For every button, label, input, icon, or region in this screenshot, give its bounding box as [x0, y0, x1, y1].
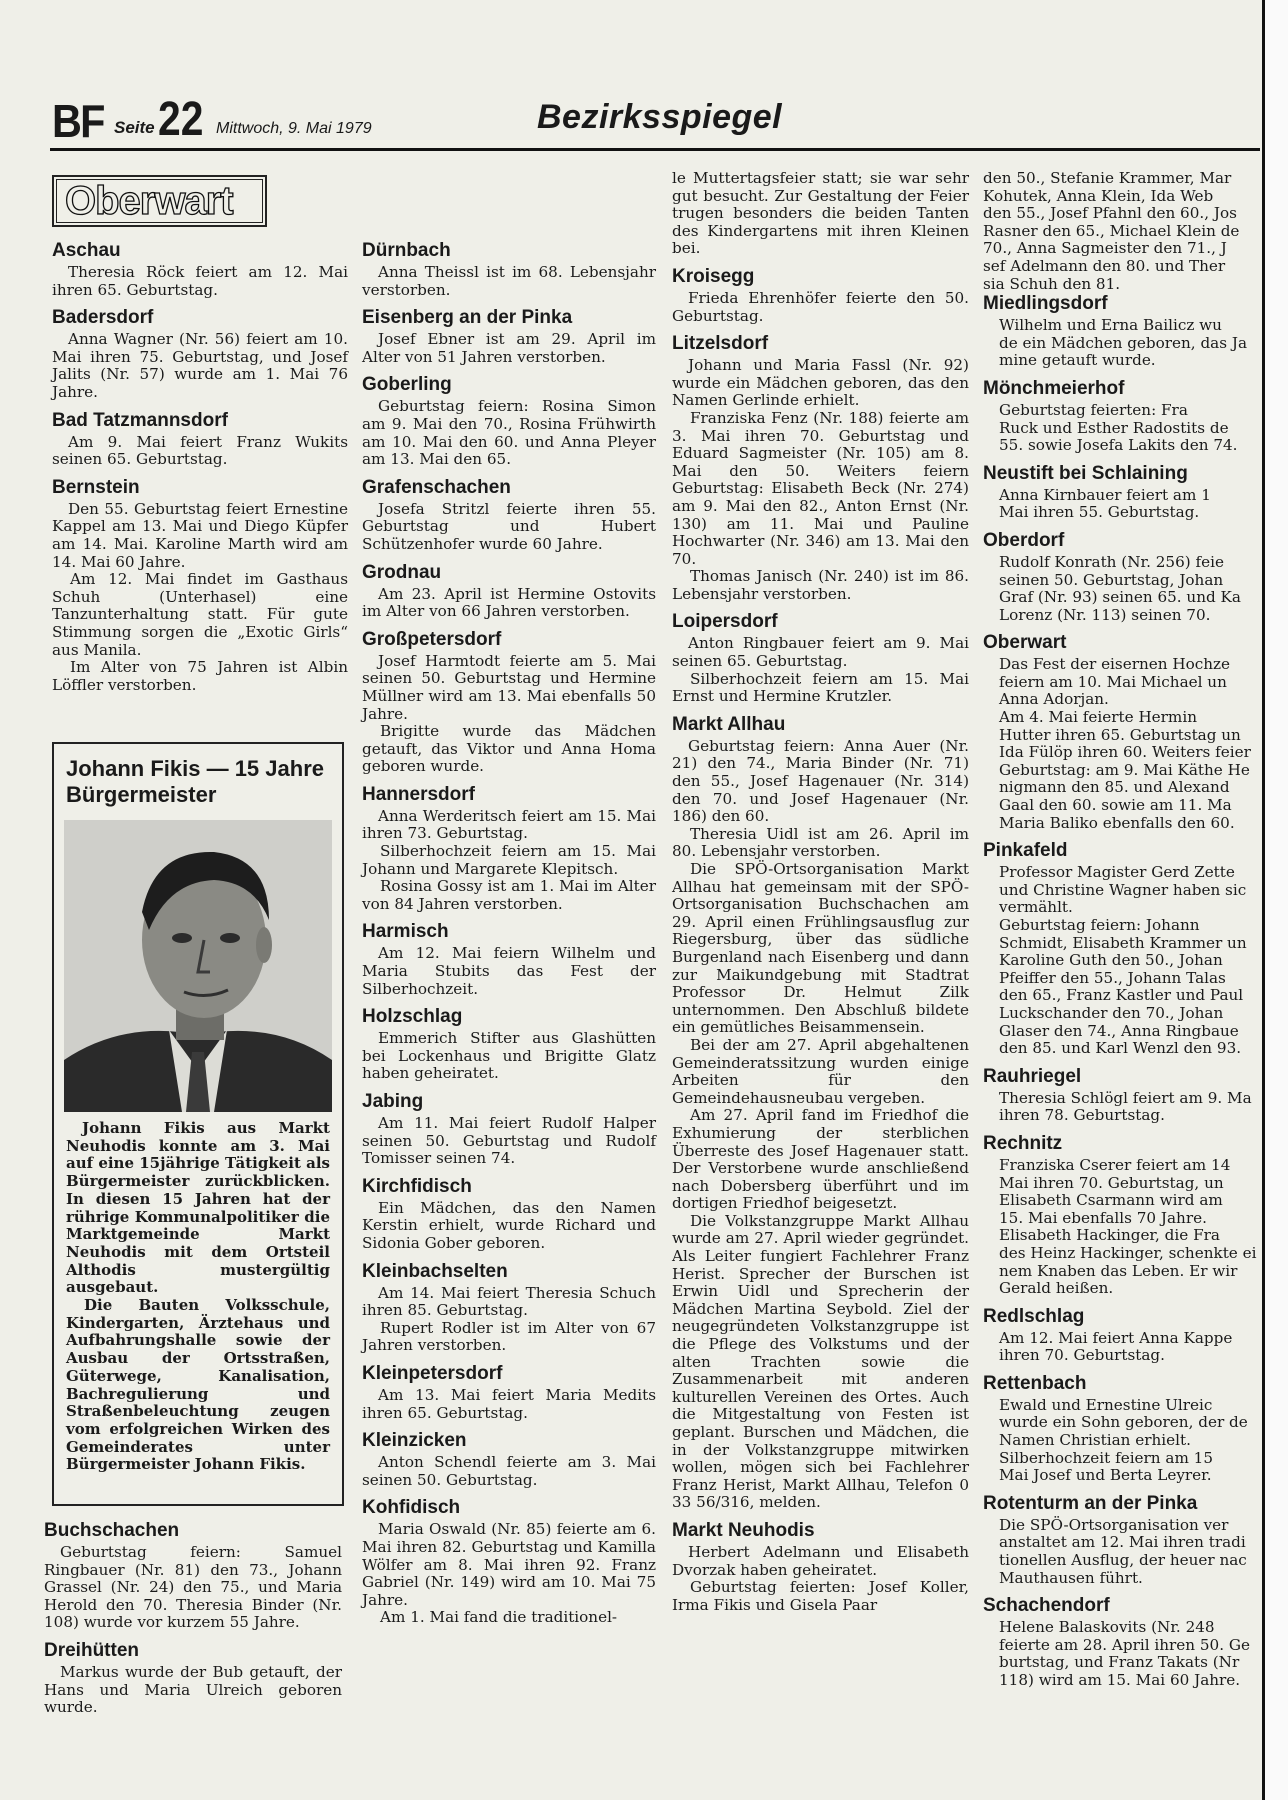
news-entry: [672, 333, 969, 603]
place-heading: Grafenschachen: [362, 476, 511, 498]
entry-text: [52, 501, 348, 695]
entry-line: Graf (Nr. 93) seinen 65. und Ka: [999, 588, 1241, 607]
entry-text: [983, 1397, 1263, 1485]
place-heading: Dreihütten: [44, 1639, 139, 1661]
entry-line: Am 4. Mai feierte Hermin: [999, 708, 1197, 727]
entry-text: [362, 264, 656, 299]
news-entry: [983, 530, 1263, 624]
entry-paragraph: Geburtstag feierten: Josef Koller, Irma Fikis und Gisela Paar: [672, 1578, 969, 1614]
place-heading: Buchschachen: [44, 1520, 180, 1541]
entry-paragraph: Josef Ebner ist am 29. April im Alter von 51 Jahren verstorben.: [362, 330, 656, 366]
place-heading: Miedlingsdorf: [983, 293, 1108, 315]
news-entry: [52, 410, 348, 469]
entry-paragraph: Ein Mädchen, das den Namen Kerstin erhielt, wurde Richard und Sidonia Gober geboren.: [362, 1198, 656, 1252]
place-heading: Pinkafeld: [983, 840, 1068, 862]
column-1: [52, 240, 348, 702]
entry-line: Geburtstag feiern: Johann: [999, 916, 1200, 934]
entry-line: Wilhelm und Erna Bailicz wu: [999, 316, 1222, 335]
news-entry: [362, 1006, 656, 1083]
entry-text: [362, 1521, 656, 1627]
column-3: [672, 170, 969, 1622]
entry-line: Das Fest der eisernen Hochze: [999, 655, 1231, 674]
entry-paragraph: Im Alter von 75 Jahren ist Albin Löffler verstorben.: [52, 658, 348, 694]
entry-text: [362, 1200, 656, 1253]
mayor-feature-box: [52, 742, 344, 1506]
entry-line: ihren 78. Geburtstag.: [999, 1106, 1165, 1125]
entry-line: sia Schuh den 81.: [983, 274, 1121, 293]
entry-paragraph: Johann und Maria Fassl (Nr. 92) wurde ein Mädchen geboren, das den Namen Gerlinde erhielt.: [672, 356, 969, 410]
news-entry: [52, 477, 348, 695]
news-entry: [672, 266, 969, 325]
entry-line: wurde ein Sohn geboren, der de: [999, 1413, 1248, 1432]
entry-text: [672, 290, 969, 325]
entry-line: und Christine Wagner haben sic: [999, 880, 1247, 899]
entry-text: [52, 331, 348, 401]
place-heading: Holzschlag: [362, 1006, 463, 1028]
entry-line: tionellen Ausflug, der heuer nac: [999, 1551, 1247, 1570]
entry-paragraph: Rupert Rodler ist im Alter von 67 Jahren verstorben.: [362, 1318, 656, 1355]
entry-paragraph: Anna Theissl ist im 68. Lebensjahr verstorben.: [362, 263, 656, 299]
place-heading: Neustift bei Schlaining: [983, 462, 1188, 484]
news-entry: [983, 1066, 1263, 1125]
news-entry: [983, 840, 1263, 1058]
column-1-bottom: [44, 1520, 342, 1725]
entry-paragraph: Anna Werderitsch feiert am 15. Mai ihren 73. Geburtstag.: [362, 806, 656, 843]
entry-paragraph: Markus wurde der Bub getauft, der Hans und Maria Ulreich geboren wurde.: [44, 1662, 342, 1717]
place-heading: Kleinzicken: [362, 1430, 467, 1452]
entry-line: feierte am 28. April ihren 50. Ge: [999, 1635, 1250, 1654]
feature-text: [66, 1120, 330, 1474]
entry-line: Namen Christian erhielt.: [999, 1431, 1191, 1450]
place-heading: Kirchfidisch: [362, 1175, 472, 1197]
issue-date: Mittwoch, 9. Mai 1979: [216, 120, 372, 137]
news-entry: [983, 1133, 1263, 1298]
news-entry: [983, 1306, 1263, 1365]
entry-line: Helene Balaskovits (Nr. 248: [999, 1618, 1215, 1637]
entry-line: 55. sowie Josefa Lakits den 74.: [999, 436, 1238, 455]
entry-paragraph: Josefa Stritzl feierte ihren 55. Geburtstag und Hubert Schützenhofer wurde 60 Jahre.: [362, 499, 656, 553]
entry-text: [362, 331, 656, 366]
entry-line: Luckschander den 70., Johan: [999, 1003, 1224, 1022]
news-entry: [362, 477, 656, 554]
entry-paragraph: Anna Wagner (Nr. 56) feiert am 10. Mai ihren 75. Geburtstag, und Josef Jalits (Nr. 57) wurde am 1. Mai 76 Jahre.: [52, 330, 348, 401]
entry-paragraph: Den 55. Geburtstag feiert Ernestine Kappel am 13. Mai und Diego Küpfer am 14. Mai. Karoline Marth wird am 14. Mai 60 Jahre.: [52, 499, 348, 571]
entry-line: Ewald und Ernestine Ulreic: [999, 1395, 1213, 1414]
place-heading: Harmisch: [362, 921, 449, 943]
entry-text: [52, 434, 348, 469]
page-edge: [1262, 0, 1288, 1800]
continued-text: le Muttertagsfeier statt; sie war sehr gut besucht. Zur Gestaltung der Feier trugen besonders die beiden Tanten des Kindergartens mit ihren Kleinen bei.: [672, 169, 969, 258]
entry-line: sef Adelmann den 80. und Ther: [983, 256, 1226, 275]
place-heading: Großpetersdorf: [362, 628, 502, 650]
place-heading: Litzelsdorf: [672, 333, 769, 355]
entry-text: [362, 398, 656, 468]
entry-text: [983, 1330, 1263, 1365]
entry-paragraph: Geburtstag feiern: Rosina Simon am 9. Mai den 70., Rosina Frühwirth am 10. Mai den 60. und Anna Pleyer am 13. Mai den 65.: [362, 397, 656, 469]
place-heading: Mönchmeierhof: [983, 377, 1125, 399]
entry-paragraph: Thomas Janisch (Nr. 240) ist im 86. Lebensjahr verstorben.: [672, 567, 969, 603]
entry-paragraph: Josef Harmtodt feierte am 5. Mai seinen 50. Geburtstag und Hermine Müllner wird am 13. Mai ebenfalls 50 Jahre.: [362, 651, 656, 723]
entry-line: nigmann den 85. und Alexand: [999, 778, 1230, 797]
news-entry: [44, 1520, 342, 1632]
entry-line: mine getauft wurde.: [999, 351, 1156, 370]
entry-line: Lorenz (Nr. 113) seinen 70.: [999, 605, 1211, 624]
entry-text: [362, 808, 656, 914]
entry-line: Mai ihren 70. Geburtstag, un: [999, 1173, 1224, 1192]
entry-text: [362, 1387, 656, 1422]
news-entry: [362, 1363, 656, 1422]
news-entry: [672, 1520, 969, 1614]
entry-paragraph: Bei der am 27. April abgehaltenen Gemeinderatssitzung wurden einige Arbeiten für den Gemeindehausneubau vergeben.: [672, 1035, 969, 1107]
entry-paragraph: Rosina Gossy ist am 1. Mai im Alter von 84 Jahren verstorben.: [362, 877, 656, 913]
entry-line: Franziska Cserer feiert am 14: [999, 1155, 1231, 1174]
place-heading: Aschau: [52, 240, 121, 261]
entry-line: burtstag, und Franz Takats (Nr: [999, 1653, 1240, 1672]
portrait-photo: [64, 820, 332, 1112]
entry-line: Hutter ihren 65. Geburtstag un: [999, 725, 1241, 744]
entry-paragraph: Am 11. Mai feiert Rudolf Halper seinen 50. Geburtstag und Rudolf Tomisser seinen 74.: [362, 1114, 656, 1168]
entry-line: Mai ihren 55. Geburtstag.: [999, 503, 1200, 522]
entry-line: Elisabeth Csarmann wird am: [999, 1191, 1223, 1210]
entry-text: [983, 487, 1263, 522]
entry-line: Rudolf Konrath (Nr. 256) feie: [999, 552, 1224, 571]
entry-text: [52, 264, 348, 299]
entry-line: Silberhochzeit feiern am 15: [999, 1448, 1214, 1467]
entry-text: [983, 1619, 1263, 1689]
region-title: Oberwart: [56, 179, 263, 223]
place-heading: Schachendorf: [983, 1595, 1110, 1617]
entry-line: Theresia Schlögl feiert am 9. Ma: [999, 1088, 1252, 1107]
entry-line: Ruck und Esther Radostits de: [999, 418, 1229, 437]
entry-line: Elisabeth Hackinger, die Fra: [999, 1226, 1220, 1245]
place-heading: Kleinbachselten: [362, 1260, 508, 1282]
place-heading: Jabing: [362, 1091, 424, 1112]
place-heading: Rotenturm an der Pinka: [983, 1492, 1198, 1514]
entry-text: [672, 635, 969, 705]
entry-line: Professor Magister Gerd Zette: [999, 863, 1235, 882]
feature-paragraph: Die Bauten Volksschule, Kindergarten, Ärztehaus und Aufbahrungshalle sowie der Ausbau der Ortsstraßen, Güterwege, Kanalisation, Bachregulierung und Straßenbeleuchtung zeugen vom erfolgreichen Wirken des Gemeinderates unter Bürgermeister Johann Fikis.: [66, 1296, 330, 1474]
news-entry: [362, 1261, 656, 1355]
entry-paragraph: Am 1. Mai fand die traditionel-: [380, 1608, 618, 1627]
entry-line: feiern am 10. Mai Michael un: [999, 672, 1227, 691]
place-heading: Bernstein: [52, 476, 140, 498]
news-entry: [983, 293, 1263, 370]
news-entry: [362, 240, 656, 299]
entry-paragraph: Maria Oswald (Nr. 85) feierte am 6. Mai ihren 82. Geburtstag und Kamilla Wölfer am 8. Mai ihren 92. Franz Gabriel (Nr. 149) wird am 10. Mai 75 Jahre.: [362, 1520, 656, 1609]
entry-paragraph: Brigitte wurde das Mädchen getauft, das Viktor und Anna Homa geboren wurde.: [362, 722, 656, 776]
place-heading: Rauhriegel: [983, 1065, 1082, 1087]
news-entry: [983, 463, 1263, 522]
news-entry: [362, 1430, 656, 1489]
entry-line: Geburtstag feierten: Fra: [999, 400, 1188, 419]
news-entry: [52, 307, 348, 401]
entry-line: Gaal den 60. sowie am 11. Ma: [999, 796, 1232, 815]
entry-text: [983, 1090, 1263, 1125]
entry-paragraph: Am 27. April fand im Friedhof die Exhumierung der sterblichen Überreste des Josef Hagenauer statt. Der Verstorbene wurde anschließend nach Dobersberg überführt und im dortigen Friedhof beigesetzt.: [672, 1106, 969, 1213]
news-entry: [983, 632, 1263, 832]
entry-line: 15. Mai ebenfalls 70 Jahre.: [999, 1208, 1207, 1227]
place-heading: Eisenberg an der Pinka: [362, 307, 573, 329]
news-entry: [983, 1493, 1263, 1587]
entry-paragraph: Geburtstag feiern: Anna Auer (Nr. 21) den 74., Maria Binder (Nr. 71) den 55., Josef Hagenauer (Nr. 314) den 70. und Josef Hagenauer (Nr. 186) den 60.: [672, 736, 969, 826]
entry-line: seinen 50. Geburtstag, Johan: [999, 570, 1224, 589]
entry-line: Maria Baliko ebenfalls den 60.: [999, 813, 1235, 832]
entry-text: [362, 1115, 656, 1168]
news-entry: [362, 921, 656, 998]
entry-line: anstaltet am 12. Mai ihren tradi: [999, 1533, 1246, 1552]
news-entry: [362, 1497, 656, 1627]
region-heading: [52, 175, 267, 227]
place-heading: Rettenbach: [983, 1372, 1087, 1394]
place-heading: Redlschlag: [983, 1305, 1085, 1327]
column-4: [983, 170, 1263, 1698]
entry-paragraph: Anton Ringbauer feiert am 9. Mai seinen 65. Geburtstag.: [672, 634, 969, 671]
entry-line: Geburtstag: am 9. Mai Käthe He: [999, 760, 1250, 779]
feature-paragraph: Johann Fikis aus Markt Neuhodis konnte am 3. Mai auf eine 15jährige Tätigkeit als Bürgermeister zurückblicken. In diesen 15 Jahren hat der rührige Kommunalpolitiker die Marktgemeinde Markt Neuhodis mit dem Ortsteil Althodis mustergültig ausgebaut.: [66, 1119, 330, 1297]
place-heading: Dürnbach: [362, 240, 451, 261]
entry-paragraph: Am 23. April ist Hermine Ostovits im Alter von 66 Jahren verstorben.: [362, 584, 656, 621]
entry-line: Kohutek, Anna Klein, Ida Web: [983, 186, 1214, 205]
entry-paragraph: Theresia Uidl ist am 26. April im 80. Lebensjahr verstorben.: [672, 824, 969, 861]
entry-text: [362, 1030, 656, 1083]
entry-line: Mauthausen führt.: [999, 1568, 1143, 1587]
place-heading: Kroisegg: [672, 265, 755, 287]
entry-text: [362, 653, 656, 776]
entry-line: Ida Fülöp ihren 60. Weiters feier: [999, 743, 1251, 762]
feature-headline: Johann Fikis — 15 Jahre Bürgermeister: [66, 756, 324, 807]
entry-paragraph: Silberhochzeit feiern am 15. Mai Johann und Margarete Klepitsch.: [362, 842, 656, 878]
entry-line: Karoline Guth den 50., Johan: [999, 951, 1223, 970]
entry-text: [362, 945, 656, 998]
entry-paragraph: Geburtstag feiern: Samuel Ringbauer (Nr. 81) den 73., Johann Grassel (Nr. 24) den 75., und Maria Herold den 70. Theresia Binder (Nr. 108) wurde vor kurzem 55 Jahre.: [44, 1543, 342, 1632]
place-heading: Kleinpetersdorf: [362, 1362, 503, 1384]
entry-paragraph: Am 9. Mai feiert Franz Wukits seinen 65. Geburtstag.: [52, 432, 348, 469]
place-heading: Badersdorf: [52, 307, 154, 329]
news-entry: [672, 611, 969, 705]
entry-line: de ein Mädchen geboren, das Ja: [999, 333, 1248, 352]
place-heading: Hannersdorf: [362, 783, 475, 805]
place-heading: Loipersdorf: [672, 611, 778, 633]
entry-text: [672, 357, 969, 603]
news-entry: [362, 1176, 656, 1253]
entry-line: nem Knaben das Leben. Er wir: [999, 1261, 1238, 1280]
entry-line: Pfeiffer den 55., Johann Talas: [999, 968, 1226, 987]
page-header: [50, 90, 1260, 151]
place-heading: Bad Tatzmannsdorf: [52, 409, 228, 431]
entry-text: [983, 1157, 1263, 1298]
entry-paragraph: Am 13. Mai feiert Maria Medits ihren 65. Geburtstag.: [362, 1385, 656, 1422]
entry-line: Glaser den 74., Anna Ringbaue: [999, 1021, 1239, 1040]
news-entry: [362, 629, 656, 776]
place-heading: Oberwart: [983, 632, 1067, 654]
place-heading: Grodnau: [362, 561, 442, 583]
entry-line: des Heinz Hackinger, schenkte ei: [999, 1243, 1257, 1262]
entry-line: 70., Anna Sagmeister den 71., J: [983, 239, 1227, 258]
entry-line: Schmidt, Elisabeth Krammer un: [999, 933, 1247, 952]
entry-text: [983, 402, 1263, 455]
place-heading: Goberling: [362, 374, 452, 396]
entry-text: [44, 1544, 342, 1632]
news-entry: [983, 1373, 1263, 1485]
entry-line: den 50., Stefanie Krammer, Mar: [983, 170, 1232, 187]
news-entry: [362, 784, 656, 914]
entry-line: Die SPÖ-Ortsorganisation ver: [999, 1515, 1229, 1534]
place-heading: Markt Allhau: [672, 713, 786, 735]
portrait-illustration: [64, 820, 332, 1112]
entry-paragraph: Die SPÖ-Ortsorganisation Markt Allhau hat gemeinsam mit der SPÖ-Ortsorganisation Buchschachen am 29. April einen Frühlingsausflug zur Riegersburg, über das südliche Burgenland nach Eisenberg und dann zur Maikundgebung mit Stadtrat Professor Dr. Helmut Zilk unternommen. Den Abschluß bildete ein gemütliches Beisammensein.: [672, 860, 969, 1037]
entry-paragraph: Frieda Ehrenhöfer feierte den 50. Geburtstag.: [672, 288, 969, 325]
entry-text: [983, 656, 1263, 832]
newspaper-logo: BF: [52, 95, 104, 147]
news-entry: [362, 1091, 656, 1168]
entry-text: [362, 1285, 656, 1355]
place-heading: Rechnitz: [983, 1132, 1063, 1154]
entry-line: den 85. und Karl Wenzl den 93.: [999, 1039, 1242, 1058]
entry-paragraph: Am 12. Mai feiern Wilhelm und Maria Stubits das Fest der Silberhochzeit.: [362, 944, 656, 998]
news-entry: [362, 374, 656, 468]
place-heading: Oberdorf: [983, 529, 1065, 551]
entry-paragraph: Silberhochzeit feiern am 15. Mai Ernst und Hermine Krutzler.: [672, 669, 969, 706]
entry-paragraph: Herbert Adelmann und Elisabeth Dvorzak haben geheiratet.: [672, 1542, 969, 1579]
news-entry: [44, 1640, 342, 1717]
entry-paragraph: Die Volkstanzgruppe Markt Allhau wurde am 27. April wieder gegründet. Als Leiter fungiert Fachlehrer Franz Herist. Sprecher der Burschen ist Erwin Uidl und Sprecherin der Mädchen Martina Seybold. Ziel der neugegründeten Volkstanzgruppe ist die Pflege des Volkstums und der alten Trachten sowie die Zusammenarbeit mit anderen kulturellen Vereinen des Ortes. Auch die Mitgestaltung von Festen ist geplant. Burschen und Mädchen, die in der Volkstanzgruppe mitwirken wollen, mögen sich bei Fachlehrer Franz Herist, Markt Allhau, Telefon 0 33 56/316, melden.: [672, 1211, 969, 1512]
entry-text: [983, 864, 1263, 1058]
entry-paragraph: Theresia Röck feiert am 12. Mai ihren 65. Geburtstag.: [52, 263, 348, 299]
entry-text: [983, 1517, 1263, 1587]
entry-line: Am 12. Mai feiert Anna Kappe: [999, 1328, 1233, 1347]
entry-line: den 65., Franz Kastler und Paul: [999, 986, 1244, 1005]
entry-line: ihren 70. Geburtstag.: [999, 1346, 1165, 1365]
entry-text: [983, 554, 1263, 624]
entry-line: vermählt.: [999, 898, 1073, 917]
section-title: Bezirksspiegel: [537, 98, 783, 136]
column-2: [362, 240, 656, 1635]
entry-paragraph: Am 12. Mai findet im Gasthaus Schuh (Unterhasel) eine Tanzunterhaltung statt. Für gute Stimmung sorgen die „Exotic Girls“ aus Manila.: [52, 570, 348, 659]
page-number: 22: [158, 93, 204, 146]
entry-text: [44, 1664, 342, 1717]
news-entry: [672, 714, 969, 1512]
entry-line: 118) wird am 15. Mai 60 Jahre.: [999, 1671, 1241, 1689]
entry-line: Anna Kirnbauer feiert am 1: [999, 485, 1211, 504]
news-entry: [983, 378, 1263, 455]
entry-text: [362, 501, 656, 554]
entry-line: den 55., Josef Pfahnl den 60., Jos: [983, 204, 1237, 223]
place-heading: Markt Neuhodis: [672, 1519, 815, 1541]
news-entry: [362, 307, 656, 366]
entry-paragraph: Anton Schendl feierte am 3. Mai seinen 50. Geburtstag.: [362, 1453, 656, 1489]
entry-text: [983, 317, 1263, 370]
entry-line: Mai Josef und Berta Leyrer.: [999, 1466, 1212, 1485]
entry-text: [362, 586, 656, 621]
page-label: Seite: [114, 118, 155, 137]
entry-paragraph: Emmerich Stifter aus Glashütten bei Lockenhaus und Brigitte Glatz haben geheiratet.: [362, 1029, 656, 1083]
news-entry: [362, 562, 656, 621]
news-entry: [52, 240, 348, 299]
entry-text: [672, 1544, 969, 1614]
entry-line: Gerald heißen.: [999, 1279, 1114, 1298]
entry-paragraph: Franziska Fenz (Nr. 188) feierte am 3. Mai ihren 70. Geburtstag und Eduard Sagmeister (Nr. 105) am 8. Mai den 50. Weiters feiern Geburtstag: Elisabeth Beck (Nr. 274) am 9. Mai den 82., Anton Ernst (Nr. 130) am 11. Mai und Pauline Hochwarter (Nr. 346) am 13. Mai den 70.: [672, 408, 969, 568]
entry-line: Rasner den 65., Michael Klein de: [983, 221, 1240, 240]
news-entry: [983, 1595, 1263, 1689]
entry-line: Anna Adorjan.: [999, 690, 1109, 709]
place-heading: Kohfidisch: [362, 1497, 461, 1519]
entry-paragraph: Am 14. Mai feiert Theresia Schuch ihren 85. Geburtstag.: [362, 1283, 656, 1320]
entry-text: [672, 738, 969, 1512]
entry-text: [362, 1454, 656, 1489]
continued-text: [983, 170, 1263, 293]
